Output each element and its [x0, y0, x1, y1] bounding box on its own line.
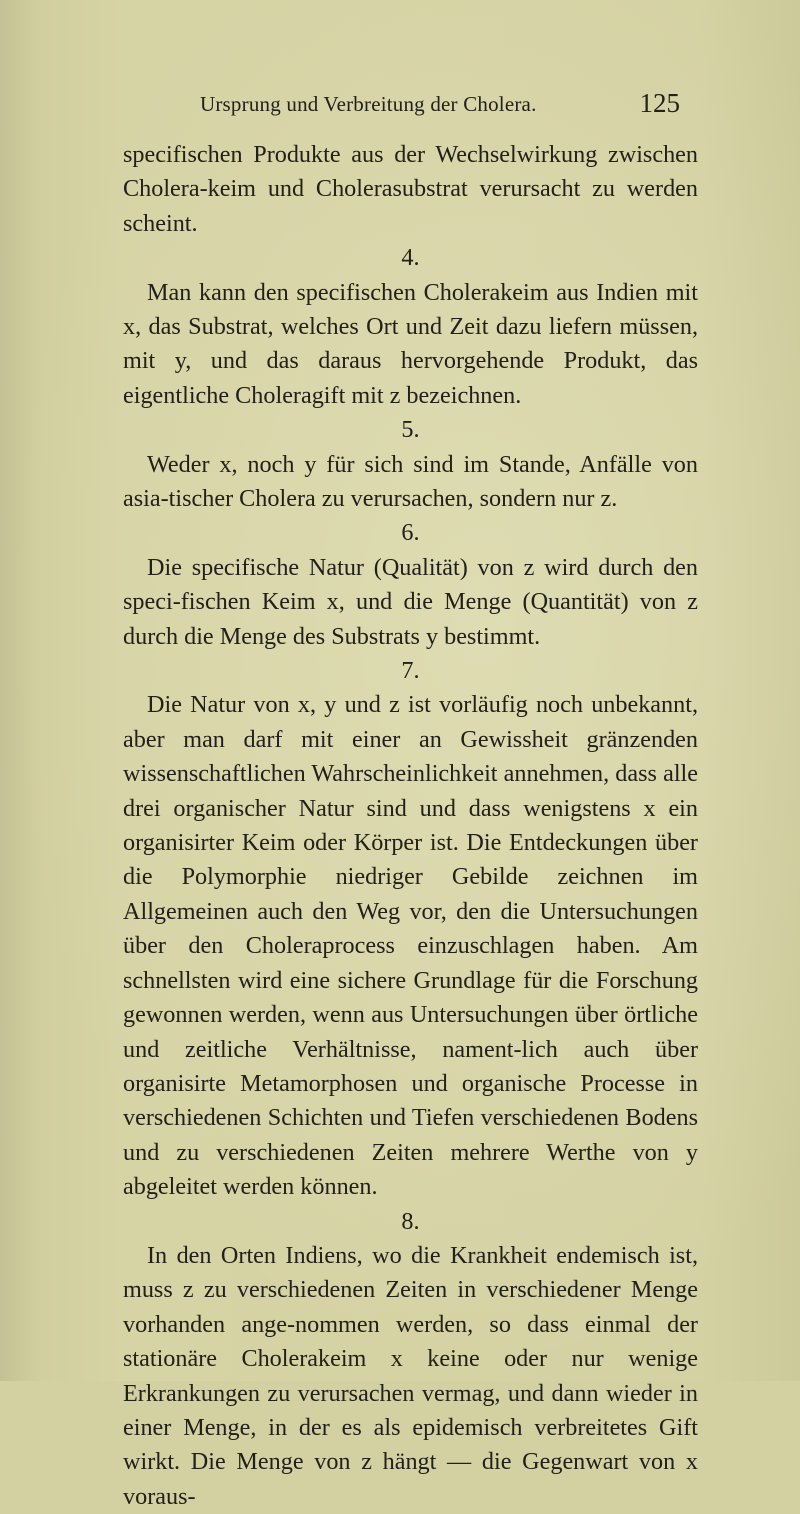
running-title: Ursprung und Verbreitung der Cholera.: [200, 92, 537, 116]
page-number: 125: [639, 88, 680, 118]
section-number-7: 7.: [401, 657, 420, 685]
section-number-4: 4.: [401, 244, 420, 272]
paragraph-7: Die Natur von x, y und z ist vorläufig noch unbekannt, aber man darf mit einer an Gewissheit gränzenden wissenschaftlichen Wahrscheinlichkeit annehmen, dass alle drei organischer Natur sind und dass wenigstens x ein organisirter Keim oder Körper ist. Die Entdeckungen über die Polymorphie niedriger Gebilde zeichnen im Allgemeinen auch den Weg vor, den die Untersuchungen über den Choleraprocess einzuschlagen haben. Am schnellsten wird eine sichere Grundlage für die Forschung gewonnen werden, wenn aus Untersuchungen über örtliche und zeitliche Verhältnisse, nament-lich auch über organisirte Metamorphosen und organische Processe in verschiedenen Schichten und Tiefen verschiedenen Bodens und zu verschiedenen Zeiten mehrere Werthe von y abgeleitet werden können.: [123, 691, 698, 1201]
page-header: [200, 88, 680, 118]
paragraph-5: Weder x, noch y für sich sind im Stande, Anfälle von asia-tischer Cholera zu verursachen, sondern nur z.: [123, 450, 698, 513]
section-number-5: 5.: [401, 416, 420, 444]
section-number-6: 6.: [401, 519, 420, 547]
body-text: [123, 138, 698, 1514]
paragraph-6: Die specifische Natur (Qualität) von z wird durch den speci-fischen Keim x, und die Menge (Quantität) von z durch die Menge des Substrats y bestimmt.: [123, 553, 698, 650]
paragraph-8: In den Orten Indiens, wo die Krankheit endemisch ist, muss z zu verschiedenen Zeiten in verschiedener Menge vorhanden ange-nommen werden, so dass einmal der stationäre Cholerakeim x keine oder nur wenige Erkrankungen zu verursachen vermag, und dann wieder in einer Menge, in der es als epidemisch verbreitetes Gift wirkt. Die Menge von z hängt — die Gegenwart von x voraus-: [123, 1241, 698, 1510]
section-number-8: 8.: [401, 1207, 420, 1235]
paragraph-continuation: specifischen Produkte aus der Wechselwirkung zwischen Cholera-keim und Cholerasubstrat verursacht zu werden scheint.: [123, 141, 698, 237]
paragraph-4: Man kann den specifischen Cholerakeim aus Indien mit x, das Substrat, welches Ort und Zeit dazu liefern müssen, mit y, und das daraus hervorgehende Produkt, das eigentliche Choleragift mit z bezeichnen.: [123, 278, 698, 409]
